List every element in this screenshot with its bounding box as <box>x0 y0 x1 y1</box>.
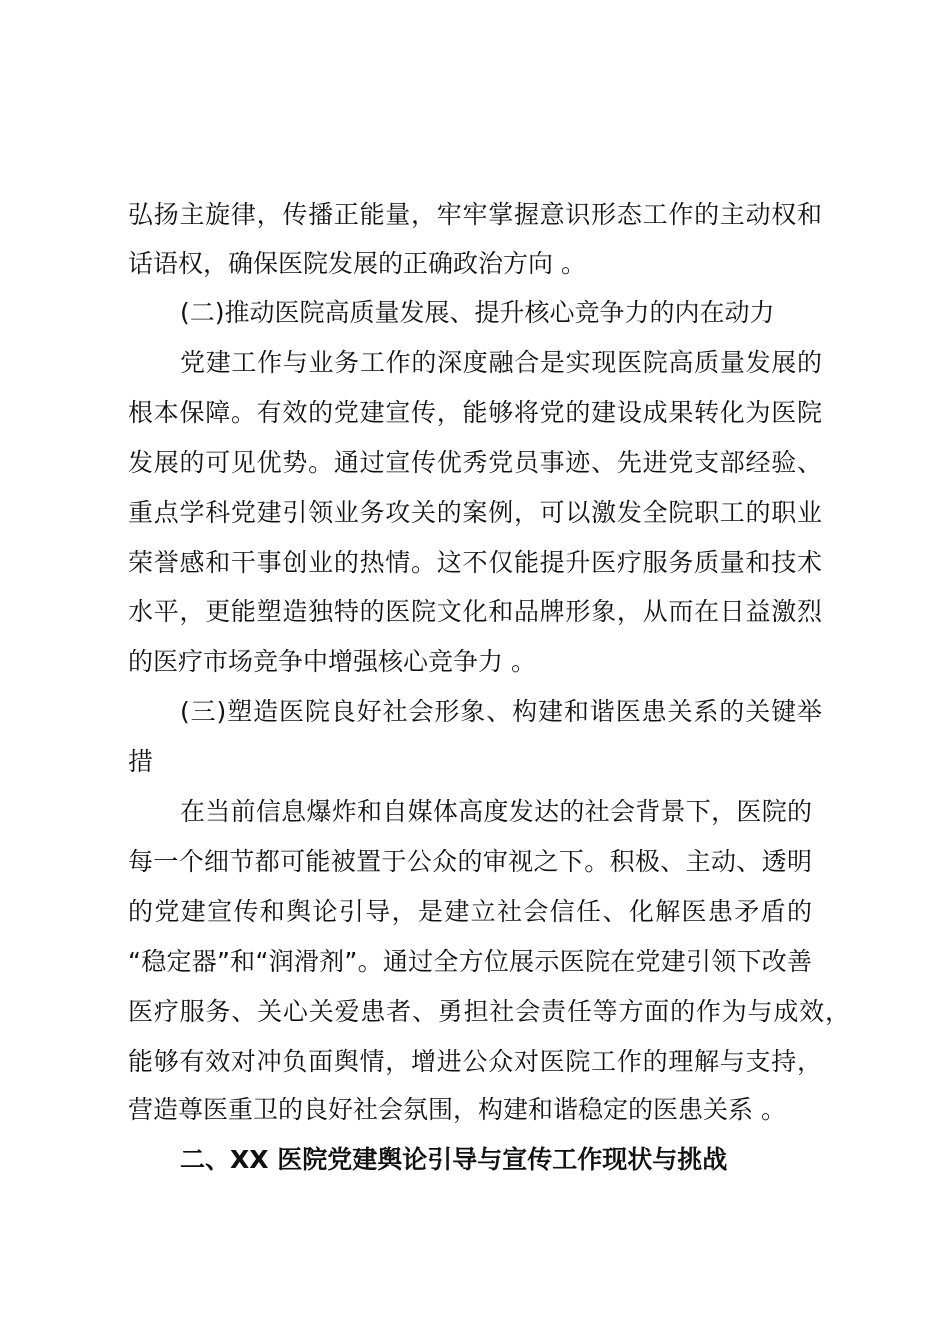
body-text-line: 话语权，确保医院发展的正确政治方向 。 <box>128 249 586 278</box>
body-text-line: 营造尊医重卫的良好社会氛围，构建和谐稳定的医患关系 。 <box>128 1095 786 1124</box>
body-text-line: 发展的可见优势。通过宣传优秀党员事迹、先进党支部经验、 <box>128 448 822 477</box>
body-text-line: 每一个细节都可能被置于公众的审视之下。积极、主动、透明 <box>128 847 812 876</box>
section-heading-continuation: 措 <box>128 747 154 776</box>
body-text-line: 的医疗市场竞争中增强核心竞争力 。 <box>128 647 536 676</box>
body-text-line: “稳定器”和“润滑剂”。通过全方位展示医院在党建引领下改善 <box>128 947 812 976</box>
section-heading: (三)塑造医院良好社会形象、构建和谐医患关系的关键举 <box>180 697 822 726</box>
body-text-line: 弘扬主旋律，传播正能量，牢牢掌握意识形态工作的主动权和 <box>128 200 822 229</box>
body-text-line: 重点学科党建引领业务攻关的案例，可以激发全院职工的职业 <box>128 498 822 527</box>
body-text-line: 根本保障。有效的党建宣传，能够将党的建设成果转化为医院 <box>128 398 822 427</box>
body-text-line: 的党建宣传和舆论引导，是建立社会信任、化解医患矛盾的 <box>128 897 812 926</box>
body-text-line: 医疗服务、关心关爱患者、勇担社会责任等方面的作为与成效， <box>128 997 850 1026</box>
body-text-line: 荣誉感和干事创业的热情。这不仅能提升医疗服务质量和技术 <box>128 548 822 577</box>
body-text-line: 能够有效对冲负面舆情，增进公众对医院工作的理解与支持， <box>128 1047 822 1076</box>
chapter-heading: 二、XX 医院党建舆论引导与宣传工作现状与挑战 <box>180 1145 728 1174</box>
section-heading: (二)推动医院高质量发展、提升核心竞争力的内在动力 <box>180 298 775 327</box>
body-text-line: 党建工作与业务工作的深度融合是实现医院高质量发展的 <box>180 348 822 377</box>
body-text-line: 在当前信息爆炸和自媒体高度发达的社会背景下，医院的 <box>180 797 812 826</box>
body-text-line: 水平，更能塑造独特的医院文化和品牌形象，从而在日益激烈 <box>128 597 822 626</box>
